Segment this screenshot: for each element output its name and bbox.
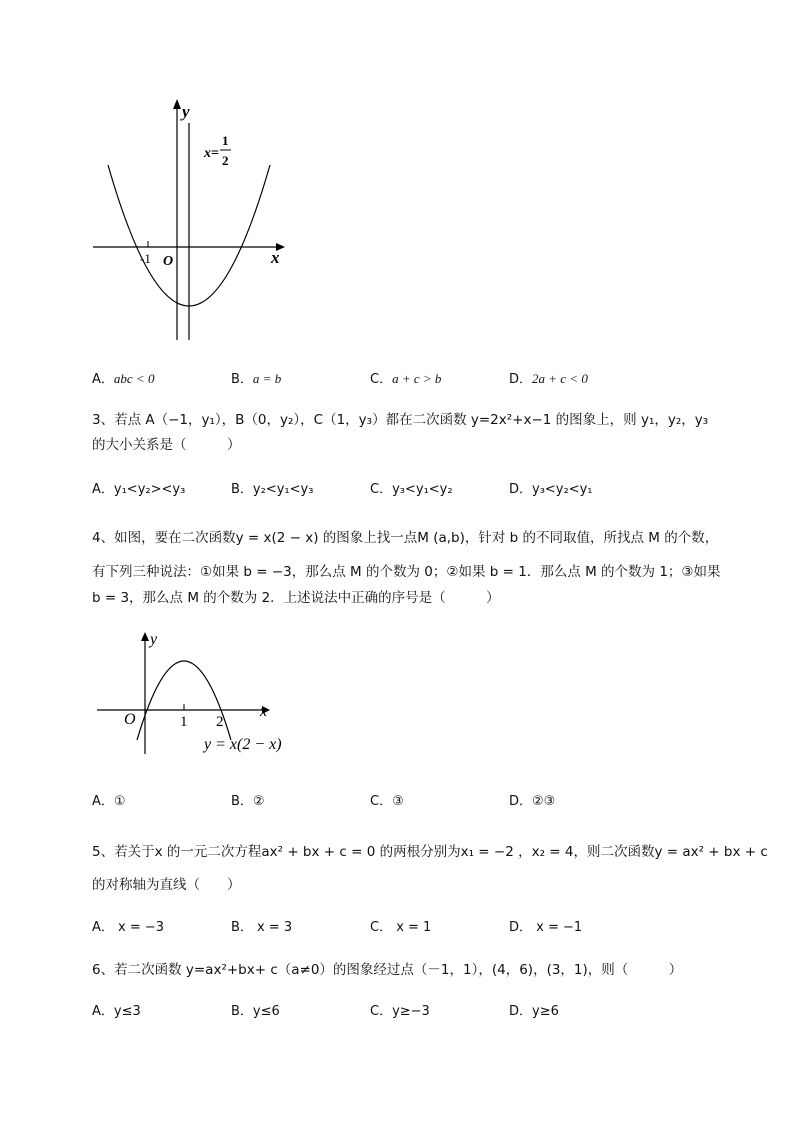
q4-option-b[interactable]: B．② — [231, 794, 265, 809]
q4-stem-line3: b = 3，那么点 M 的个数为 2．上述说法中正确的序号是（ ） — [92, 590, 500, 606]
q5-option-a[interactable]: A． x = −3 — [92, 920, 165, 935]
q4-stem-line1: 4、如图，要在二次函数y = x(2 − x) 的图象上找一点M (a,b)，针对 b 的不同取值，所找点 M 的个数， — [92, 530, 719, 546]
fig2-curve-label: y = x(2 − x) — [204, 736, 282, 753]
q2-option-b-prefix: B． — [231, 372, 253, 387]
q3-stem-line2: 的大小关系是（ ） — [92, 437, 241, 453]
fig2-tick-2-label: 2 — [216, 714, 224, 730]
symmetry-eq-prefix: x= — [204, 146, 219, 161]
q2-option-d-prefix: D． — [509, 372, 533, 387]
q2-option-d-math: 2a + c < 0 — [532, 371, 588, 386]
q5-stem-line2: 的对称轴为直线（ ） — [92, 877, 241, 893]
q2-option-b-math: a = b — [252, 371, 282, 386]
q2-option-a-prefix: A． — [92, 372, 114, 387]
q6-option-b[interactable]: B．y≤6 — [231, 1004, 280, 1019]
q4-stem-line2: 有下列三种说法：①如果 b = −3，那么点 M 的个数为 0；②如果 b = 1．那么点 M 的个数为 1；③如果 — [92, 564, 721, 580]
q3-option-c[interactable]: C．y₃<y₁<y₂ — [370, 482, 453, 497]
q2-option-d[interactable] — [509, 368, 588, 387]
q4-option-a[interactable]: A．① — [92, 794, 126, 809]
q6-option-a[interactable]: A．y≤3 — [92, 1004, 141, 1019]
q5-option-d[interactable]: D． x = −1 — [509, 920, 583, 935]
fig2-x-label: x — [260, 703, 268, 720]
q6-option-d[interactable]: D．y≥6 — [509, 1004, 559, 1019]
symmetry-eq-num: 1 — [222, 133, 229, 148]
q3-stem-line1: 3、若点 A（−1，y₁），B（0，y₂），C（1，y₃）都在二次函数 y=2x²+x−1 的图象上，则 y₁，y₂，y₃ — [92, 412, 709, 428]
figure-parabola-1 — [88, 95, 298, 350]
q2-option-a-math: abc < 0 — [113, 371, 155, 386]
q2-option-c[interactable] — [370, 368, 441, 387]
y-axis-label: y — [182, 102, 190, 121]
tick-neg1-label: -1 — [140, 251, 151, 266]
q6-option-c[interactable]: C．y≥−3 — [370, 1004, 430, 1019]
origin-label: O — [163, 254, 174, 269]
q3-option-d[interactable]: D．y₃<y₂<y₁ — [509, 482, 593, 497]
y-axis-arrow — [173, 99, 181, 109]
q6-stem-line1: 6、若二次函数 y=ax²+bx+ c（a≠0）的图象经过点（－1，1），(4，6)，(3，1)，则（ ） — [92, 962, 683, 978]
fig2-origin-label: O — [124, 711, 136, 728]
q2-option-a[interactable] — [92, 368, 154, 387]
fig2-tick-1-label: 1 — [180, 714, 188, 730]
q2-option-b[interactable] — [231, 368, 281, 387]
q5-option-b[interactable]: B． x = 3 — [231, 920, 293, 935]
q2-option-c-math: a + c > b — [392, 371, 442, 386]
q2-option-c-prefix: C． — [370, 372, 393, 387]
q4-option-d[interactable]: D．②③ — [509, 794, 556, 809]
x-axis-label: x — [271, 248, 280, 267]
q3-option-b[interactable]: B．y₂<y₁<y₃ — [231, 482, 314, 497]
q5-option-c[interactable]: C． x = 1 — [370, 920, 432, 935]
q4-option-c[interactable]: C．③ — [370, 794, 404, 809]
figure-parabola-2 — [92, 628, 292, 763]
fig2-y-label: y — [150, 631, 158, 648]
fig2-y-axis-arrow — [141, 632, 149, 641]
symmetry-eq-den: 2 — [222, 153, 229, 168]
q3-option-a[interactable]: A．y₁<y₂><y₃ — [92, 482, 186, 497]
q5-stem-line1: 5、若关于x 的一元二次方程ax² + bx + c = 0 的两根分别为x₁ = −2 ，x₂ = 4，则二次函数y = ax² + bx + c — [92, 844, 768, 860]
